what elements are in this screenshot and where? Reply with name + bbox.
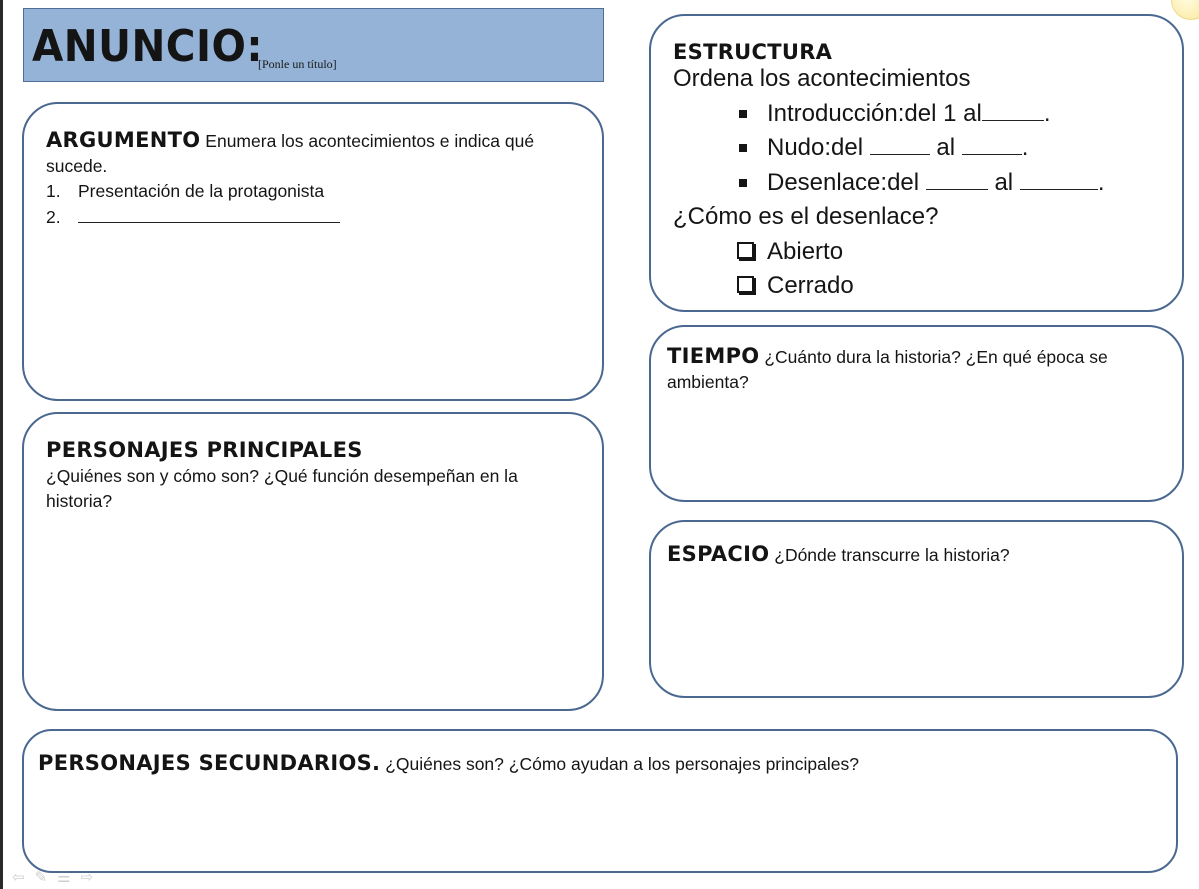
- part-label: Introducción:: [767, 99, 905, 127]
- estructura-question: ¿Cómo es el desenlace?: [673, 203, 939, 230]
- argumento-instruction: Enumera los acontecimientos e indica qué sucede.: [46, 131, 535, 176]
- estructura-box: [649, 14, 1184, 312]
- list-item: [46, 204, 580, 230]
- personajes-principales-box: [22, 412, 604, 711]
- option-label: Abierto: [767, 237, 844, 265]
- pen-icon[interactable]: ✎: [34, 869, 48, 886]
- slide-left-edge: [0, 0, 3, 889]
- part-label: Nudo:: [767, 134, 832, 161]
- menu-icon[interactable]: ☰: [57, 869, 71, 886]
- list-item: [46, 179, 580, 204]
- personajes-secundarios-box: [22, 729, 1178, 873]
- corner-decoration: [1171, 0, 1199, 20]
- blank-answer-line[interactable]: [926, 167, 988, 190]
- part-label: Desenlace:: [767, 168, 888, 196]
- principales-heading: PERSONAJES PRINCIPALES: [46, 438, 363, 462]
- option-label: Cerrado: [767, 272, 854, 299]
- argumento-box: [22, 102, 604, 401]
- blank-answer-line[interactable]: [78, 204, 340, 223]
- part-to-prefix: al: [936, 134, 956, 161]
- part-to-prefix: al: [963, 99, 982, 127]
- previous-arrow-icon[interactable]: ⇦: [12, 869, 25, 886]
- page-title: ANUNCIO:: [32, 21, 264, 72]
- estructura-heading: ESTRUCTURA: [673, 40, 833, 64]
- argumento-list: [46, 179, 580, 230]
- tiempo-box: [649, 325, 1184, 502]
- part-end: .: [1097, 168, 1105, 196]
- option-abierto[interactable]: [673, 235, 1168, 270]
- list-item-text[interactable]: Presentación de la protagonista: [78, 181, 325, 201]
- tiempo-question: ¿Cuánto dura la historia? ¿En qué época se ambienta?: [667, 347, 1108, 392]
- tiempo-heading: TIEMPO: [667, 344, 760, 368]
- part-to-prefix: al: [994, 168, 1014, 196]
- argumento-heading: ARGUMENTO: [46, 128, 201, 152]
- blank-answer-line[interactable]: [1020, 167, 1098, 190]
- estructura-part-nudo: [673, 131, 1168, 166]
- blank-answer-line[interactable]: [982, 98, 1044, 121]
- list-item-number: 1.: [46, 181, 61, 201]
- part-from-value[interactable]: 1: [943, 99, 957, 127]
- part-end: .: [1043, 99, 1051, 127]
- secundarios-heading: PERSONAJES SECUNDARIOS.: [38, 751, 381, 775]
- next-arrow-icon[interactable]: ⇨: [80, 869, 94, 886]
- secundarios-question: ¿Quiénes son? ¿Cómo ayudan a los personajes principales?: [385, 754, 859, 774]
- checkbox-icon[interactable]: [737, 242, 754, 259]
- espacio-box: [649, 520, 1184, 698]
- estructura-instruction: Ordena los acontecimientos: [673, 65, 971, 92]
- part-from-prefix: del: [831, 134, 864, 161]
- principales-question: ¿Quiénes son y cómo son? ¿Qué función desempeñan en la historia?: [46, 466, 518, 511]
- argumento-intro: [46, 128, 580, 179]
- part-from-prefix: del: [904, 99, 937, 127]
- checkbox-icon[interactable]: [737, 276, 754, 293]
- part-from-prefix: del: [887, 168, 920, 196]
- slide-nav: [12, 868, 93, 886]
- bullet-icon: [739, 179, 747, 187]
- part-end: .: [1021, 134, 1029, 161]
- blank-answer-line[interactable]: [962, 132, 1022, 155]
- bullet-icon: [739, 110, 747, 118]
- list-item-number: 2.: [46, 207, 61, 227]
- espacio-question: ¿Dónde transcurre la historia?: [774, 545, 1010, 565]
- estructura-part-introduccion: [673, 97, 1168, 132]
- estructura-part-desenlace: [673, 166, 1168, 201]
- title-placeholder[interactable]: [Ponle un título]: [258, 57, 337, 71]
- option-cerrado[interactable]: [673, 269, 1168, 304]
- espacio-heading: ESPACIO: [667, 542, 770, 566]
- title-bar: [23, 8, 604, 82]
- bullet-icon: [739, 144, 747, 152]
- blank-answer-line[interactable]: [870, 132, 930, 155]
